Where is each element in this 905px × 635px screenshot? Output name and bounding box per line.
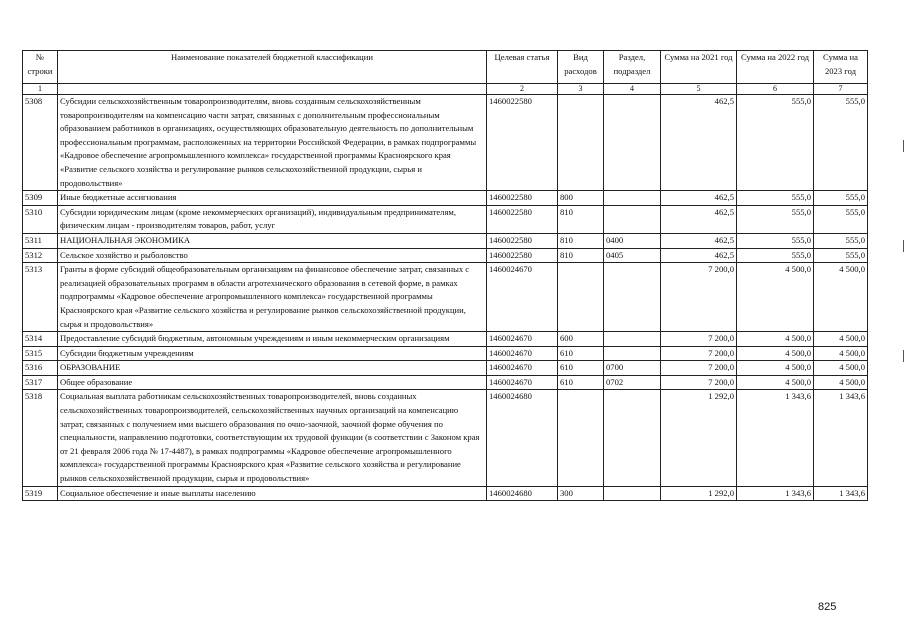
row-name: Гранты в форме субсидий общеобразовательным организациям на финансовое обеспечение затрат, связанных с реализацией образовательных программ в области агротехнического образования в сетевой форме, в рамках подпрограммы «Кадровое обеспечение агропромышленного комплекса» государственной программы Красноярского края «Развитие сельского хозяйства и регулирование рынков сельскохозяйственной продукции, сырья и продовольствия» <box>58 263 487 332</box>
row-name: Иные бюджетные ассигнования <box>58 191 487 206</box>
row-expense-type: 810 <box>558 205 604 233</box>
row-target-article: 1460024680 <box>487 390 558 486</box>
row-name: Социальная выплата работникам сельскохозяйственных товаропроизводителей, вновь созданных сельскохозяйственных товаропроизводителей, сельскохозяйственных научных организаций на компенсацию затрат, связанных с получением ими высшего образования по очно-заочной, заочной форме обучения по специальности, направлению подготовки, соответствующим их трудовой функции (в соответствии с Законом края от 21 февраля 2006 года № 17-4487), в рамках подпрограммы «Кадровое обеспечение агропромышленного комплекса» государственной программы Красноярского края «Развитие сельского хозяйства и регулирование рынков сельскохозяйственной продукции, сырья и продовольствия» <box>58 390 487 486</box>
row-section: 0700 <box>604 361 661 376</box>
row-sum-2023: 555,0 <box>814 191 868 206</box>
table-row <box>23 361 868 376</box>
page-number: 825 <box>818 601 837 613</box>
row-number: 5308 <box>23 95 58 191</box>
header-sum-2022: Сумма на 2022 год <box>737 51 814 84</box>
row-name: Субсидии юридическим лицам (кроме некоммерческих организаций), индивидуальным предпринимателям, физическим лицам - производителям товаров, работ, услуг <box>58 205 487 233</box>
header-vid: Вид расходов <box>558 51 604 84</box>
row-sum-2023: 4 500,0 <box>814 346 868 361</box>
row-section <box>604 205 661 233</box>
header-code: Целевая статья <box>487 51 558 84</box>
table-row <box>23 95 868 191</box>
row-expense-type: 600 <box>558 332 604 347</box>
row-sum-2023: 555,0 <box>814 205 868 233</box>
row-number: 5313 <box>23 263 58 332</box>
row-sum-2021: 462,5 <box>661 248 737 263</box>
table-row <box>23 263 868 332</box>
row-target-article: 1460022580 <box>487 191 558 206</box>
row-sum-2022: 1 343,6 <box>737 390 814 486</box>
row-sum-2022: 555,0 <box>737 233 814 248</box>
table-row <box>23 248 868 263</box>
table-row <box>23 375 868 390</box>
row-section: 0400 <box>604 233 661 248</box>
row-sum-2022: 555,0 <box>737 95 814 191</box>
row-number: 5315 <box>23 346 58 361</box>
row-section <box>604 390 661 486</box>
header-sum-2021: Сумма на 2021 год <box>661 51 737 84</box>
row-target-article: 1460024670 <box>487 375 558 390</box>
row-target-article: 1460024680 <box>487 486 558 501</box>
column-number-row <box>23 84 868 95</box>
table-row <box>23 205 868 233</box>
row-target-article: 1460022580 <box>487 95 558 191</box>
row-sum-2021: 462,5 <box>661 205 737 233</box>
row-number: 5317 <box>23 375 58 390</box>
table-row <box>23 346 868 361</box>
row-target-article: 1460024670 <box>487 361 558 376</box>
row-sum-2022: 555,0 <box>737 205 814 233</box>
scan-edge-mark <box>903 240 904 252</box>
row-name: Предоставление субсидий бюджетным, автономным учреждениям и иным некоммерческим организациям <box>58 332 487 347</box>
row-number: 5312 <box>23 248 58 263</box>
row-name: Социальное обеспечение и иные выплаты населению <box>58 486 487 501</box>
header-num: № строки <box>23 51 58 84</box>
column-number-5: 5 <box>661 84 737 95</box>
row-sum-2022: 4 500,0 <box>737 346 814 361</box>
row-sum-2022: 4 500,0 <box>737 332 814 347</box>
column-number-2: 2 <box>487 84 558 95</box>
budget-table <box>22 50 868 501</box>
row-number: 5319 <box>23 486 58 501</box>
row-expense-type <box>558 263 604 332</box>
column-number-7: 7 <box>814 84 868 95</box>
row-section <box>604 486 661 501</box>
row-sum-2023: 555,0 <box>814 233 868 248</box>
column-number-3: 3 <box>558 84 604 95</box>
row-expense-type: 610 <box>558 375 604 390</box>
row-name: Субсидии бюджетным учреждениям <box>58 346 487 361</box>
row-section <box>604 332 661 347</box>
row-sum-2021: 1 292,0 <box>661 390 737 486</box>
row-section <box>604 191 661 206</box>
row-name: Субсидии сельскохозяйственным товаропроизводителям, вновь созданным сельскохозяйственным товаропроизводителям на компенсацию части затрат, связанных с дополнительным профессиональным образованием работников в организациях, осуществляющих образовательную деятельность по дополнительным профессиональным программам, расположенных на территории Российской Федерации, в рамках подпрограммы «Кадровое обеспечение агропромышленного комплекса» государственной программы Красноярского края «Развитие сельского хозяйства и регулирование рынков сельскохозяйственной продукции, сырья и продовольствия» <box>58 95 487 191</box>
row-expense-type: 300 <box>558 486 604 501</box>
row-sum-2022: 4 500,0 <box>737 361 814 376</box>
header-sum-2023: Сумма на 2023 год <box>814 51 868 84</box>
row-expense-type: 810 <box>558 233 604 248</box>
row-number: 5309 <box>23 191 58 206</box>
column-number-1-name <box>58 84 487 95</box>
row-sum-2021: 462,5 <box>661 233 737 248</box>
table-row <box>23 390 868 486</box>
row-section <box>604 346 661 361</box>
row-sum-2023: 555,0 <box>814 248 868 263</box>
row-target-article: 1460022580 <box>487 233 558 248</box>
row-expense-type: 610 <box>558 346 604 361</box>
row-expense-type <box>558 95 604 191</box>
row-expense-type <box>558 390 604 486</box>
row-sum-2023: 1 343,6 <box>814 390 868 486</box>
table-row <box>23 191 868 206</box>
row-name: ОБРАЗОВАНИЕ <box>58 361 487 376</box>
scan-edge-mark <box>903 140 904 152</box>
row-sum-2023: 4 500,0 <box>814 375 868 390</box>
row-name: НАЦИОНАЛЬНАЯ ЭКОНОМИКА <box>58 233 487 248</box>
row-sum-2022: 1 343,6 <box>737 486 814 501</box>
row-sum-2022: 4 500,0 <box>737 375 814 390</box>
row-sum-2023: 4 500,0 <box>814 332 868 347</box>
row-sum-2021: 1 292,0 <box>661 486 737 501</box>
table-row <box>23 233 868 248</box>
row-target-article: 1460022580 <box>487 248 558 263</box>
row-expense-type: 800 <box>558 191 604 206</box>
row-name: Сельское хозяйство и рыболовство <box>58 248 487 263</box>
row-target-article: 1460024670 <box>487 332 558 347</box>
column-number-4: 4 <box>604 84 661 95</box>
row-sum-2021: 7 200,0 <box>661 346 737 361</box>
row-section <box>604 95 661 191</box>
row-sum-2021: 462,5 <box>661 95 737 191</box>
header-razd: Раздел, подраздел <box>604 51 661 84</box>
row-sum-2021: 7 200,0 <box>661 263 737 332</box>
row-sum-2023: 555,0 <box>814 95 868 191</box>
row-number: 5318 <box>23 390 58 486</box>
table-body <box>23 95 868 501</box>
table-header-row <box>23 51 868 84</box>
row-sum-2021: 7 200,0 <box>661 332 737 347</box>
header-name: Наименование показателей бюджетной классификации <box>58 51 487 84</box>
row-sum-2023: 4 500,0 <box>814 361 868 376</box>
row-number: 5310 <box>23 205 58 233</box>
row-section <box>604 263 661 332</box>
row-sum-2023: 1 343,6 <box>814 486 868 501</box>
row-expense-type: 610 <box>558 361 604 376</box>
row-target-article: 1460022580 <box>487 205 558 233</box>
column-number-1: 1 <box>23 84 58 95</box>
row-number: 5314 <box>23 332 58 347</box>
table-row <box>23 486 868 501</box>
row-target-article: 1460024670 <box>487 263 558 332</box>
row-section: 0405 <box>604 248 661 263</box>
column-number-6: 6 <box>737 84 814 95</box>
row-sum-2021: 462,5 <box>661 191 737 206</box>
row-sum-2022: 555,0 <box>737 191 814 206</box>
row-expense-type: 810 <box>558 248 604 263</box>
scan-edge-mark <box>903 350 904 362</box>
row-name: Общее образование <box>58 375 487 390</box>
row-sum-2022: 4 500,0 <box>737 263 814 332</box>
row-sum-2023: 4 500,0 <box>814 263 868 332</box>
row-number: 5311 <box>23 233 58 248</box>
row-sum-2022: 555,0 <box>737 248 814 263</box>
table-row <box>23 332 868 347</box>
row-sum-2021: 7 200,0 <box>661 375 737 390</box>
row-target-article: 1460024670 <box>487 346 558 361</box>
row-section: 0702 <box>604 375 661 390</box>
row-number: 5316 <box>23 361 58 376</box>
row-sum-2021: 7 200,0 <box>661 361 737 376</box>
